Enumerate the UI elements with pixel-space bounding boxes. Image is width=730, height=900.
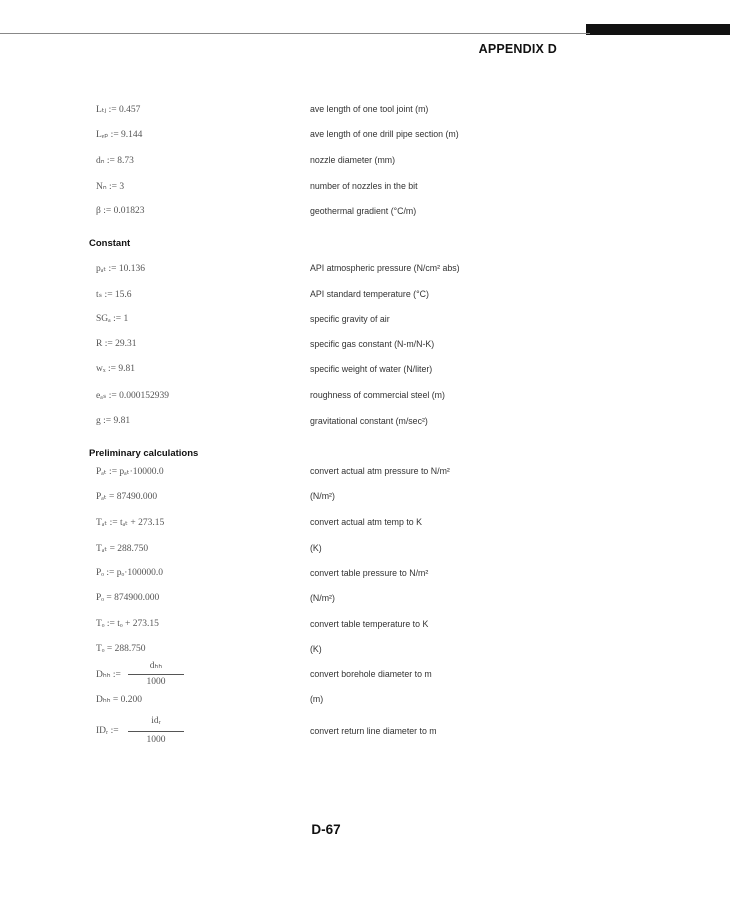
equation-description: convert actual atm pressure to N/m² xyxy=(310,466,450,476)
equation: eₐₛ := 0.000152939 xyxy=(96,391,169,401)
equation-description: specific gas constant (N-m/N-K) xyxy=(310,339,435,349)
section-heading-constant: Constant xyxy=(89,238,131,249)
equation-description: convert borehole diameter to m xyxy=(310,669,432,679)
equation: wₓ := 9.81 xyxy=(96,364,135,374)
appendix-title: APPENDIX D xyxy=(478,42,557,56)
equation-row xyxy=(0,263,730,279)
equation-description: (K) xyxy=(310,543,322,553)
equation: tₛ := 15.6 xyxy=(96,290,132,300)
equation-row xyxy=(0,416,730,432)
equation: Tₒ = 288.750 xyxy=(96,644,146,654)
equation-row xyxy=(0,390,730,406)
equation-description: geothermal gradient (°C/m) xyxy=(310,206,417,216)
equation-description: roughness of commercial steel (m) xyxy=(310,390,445,400)
equation-description: API atmospheric pressure (N/cm² abs) xyxy=(310,263,460,273)
equation: Pₒ := pₒ·100000.0 xyxy=(96,568,164,578)
equation-description: API standard temperature (°C) xyxy=(310,289,429,299)
equation-row xyxy=(0,491,730,507)
equation-row xyxy=(0,104,730,120)
equation-row xyxy=(0,644,730,660)
equation-row xyxy=(0,543,730,559)
equation: g := 9.81 xyxy=(96,416,131,426)
equation: Lₜⱼ := 0.457 xyxy=(96,105,141,115)
equation-description: (N/m²) xyxy=(310,593,335,603)
equation: Pₐₜ = 87490.000 xyxy=(96,492,158,502)
equation: Tₐₜ = 288.750 xyxy=(96,544,149,554)
equation: R := 29.31 xyxy=(96,339,137,349)
equation-row xyxy=(0,206,730,222)
equation-description: ave length of one drill pipe section (m) xyxy=(310,129,459,139)
equation-description: (m) xyxy=(310,694,324,704)
equation: Dₕₕ = 0.200 xyxy=(96,695,143,705)
header-rule xyxy=(0,33,590,34)
header-bar xyxy=(586,24,730,35)
equation-row xyxy=(0,568,730,584)
equation-description: ave length of one tool joint (m) xyxy=(310,104,429,114)
equation: dₙ := 8.73 xyxy=(96,156,134,166)
equation-description: (N/m²) xyxy=(310,491,335,501)
section-heading-preliminary: Preliminary calculations xyxy=(89,448,199,459)
equation-description: convert return line diameter to m xyxy=(310,726,437,736)
equation-row xyxy=(0,129,730,145)
equation-row xyxy=(0,517,730,533)
equation-row xyxy=(0,314,730,330)
equation-row xyxy=(0,619,730,635)
equation: Lₑₚ := 9.144 xyxy=(96,130,143,140)
fraction-bar xyxy=(128,674,184,675)
fraction-lhs: Dₕₕ := xyxy=(96,670,121,680)
equation-description: number of nozzles in the bit xyxy=(310,181,418,191)
equation: Pₐₜ := pₐₜ·10000.0 xyxy=(96,467,164,477)
equation-row xyxy=(0,466,730,482)
fraction-numerator: idᵣ xyxy=(151,716,161,726)
equation-row xyxy=(0,339,730,355)
equation: SGₐ := 1 xyxy=(96,314,129,324)
fraction-lhs: IDᵣ := xyxy=(96,726,119,736)
fraction-denominator: 1000 xyxy=(146,677,166,687)
equation-description: convert table pressure to N/m² xyxy=(310,568,429,578)
equation-description: nozzle diameter (mm) xyxy=(310,155,396,165)
equation-description: (K) xyxy=(310,644,322,654)
equation: Pₒ = 874900.000 xyxy=(96,593,160,603)
equation: Tₒ := tₒ + 273.15 xyxy=(96,619,159,629)
equation: Nₙ := 3 xyxy=(96,182,125,192)
equation: pₐₜ := 10.136 xyxy=(96,264,146,274)
equation-row xyxy=(0,694,730,710)
page-number: D-67 xyxy=(311,822,341,837)
equation-description: convert table temperature to K xyxy=(310,619,429,629)
equation-row xyxy=(0,289,730,305)
fraction-denominator: 1000 xyxy=(146,735,166,745)
equation-description: convert actual atm temp to K xyxy=(310,517,422,527)
fraction-bar xyxy=(128,731,184,732)
equation-description: specific gravity of air xyxy=(310,314,390,324)
fraction-row xyxy=(0,660,730,692)
equation: β := 0.01823 xyxy=(96,206,145,216)
equation-row xyxy=(0,364,730,380)
equation: Tₐₜ := tₐₜ + 273.15 xyxy=(96,518,165,528)
equation-description: gravitational constant (m/sec²) xyxy=(310,416,428,426)
equation-row xyxy=(0,155,730,171)
equation-description: specific weight of water (N/liter) xyxy=(310,364,433,374)
equation-row xyxy=(0,593,730,609)
equation-row xyxy=(0,181,730,197)
fraction-row xyxy=(0,716,730,750)
fraction-numerator: dₕₕ xyxy=(149,661,163,671)
